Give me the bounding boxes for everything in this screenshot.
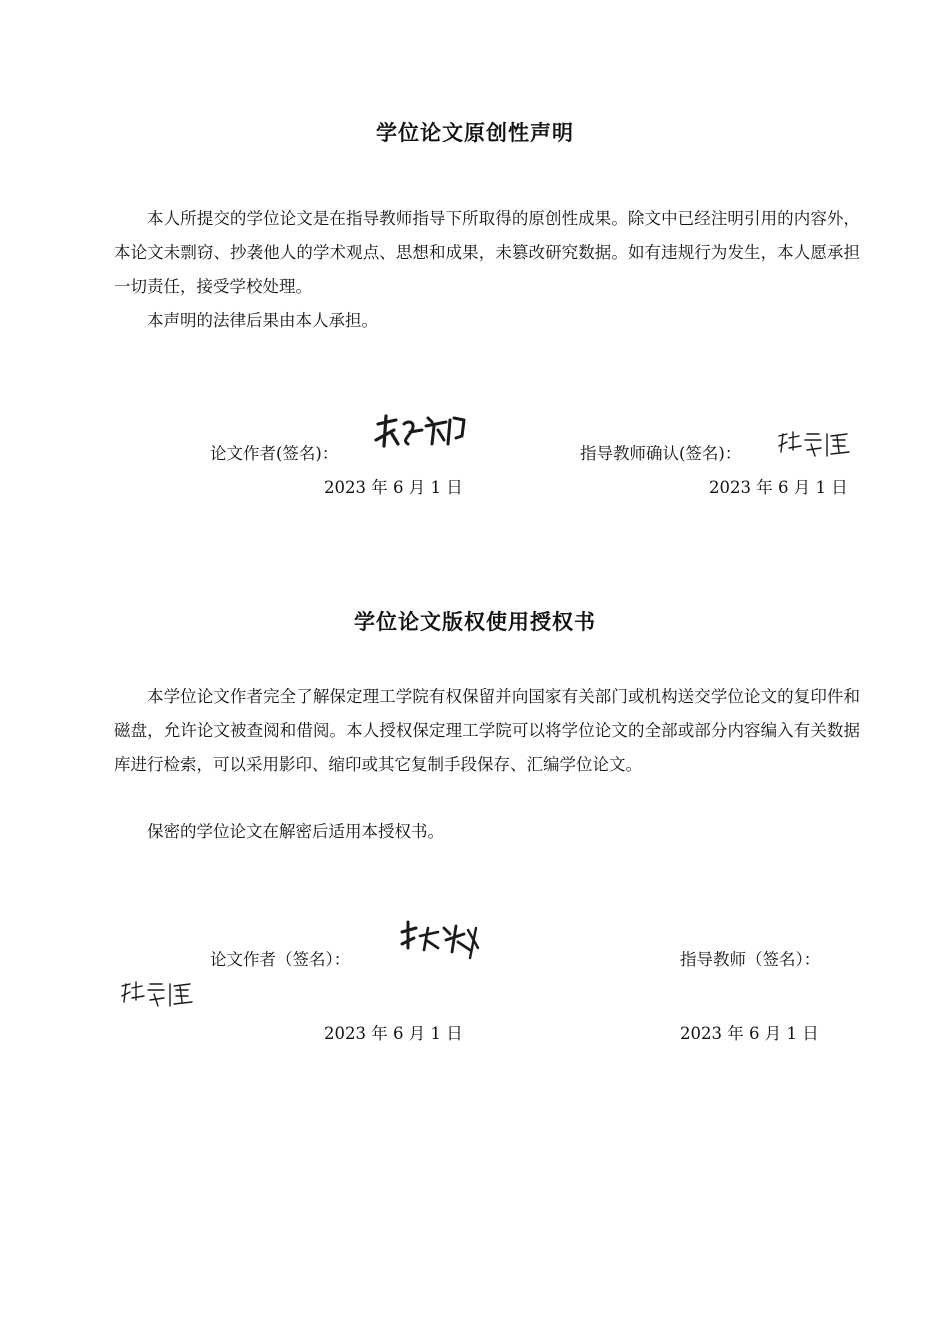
originality-author-date: 2023 年 6 月 1 日 (324, 478, 463, 497)
originality-advisor-date: 2023 年 6 月 1 日 (709, 478, 848, 497)
authorization-title: 学位论文版权使用授权书 (354, 610, 596, 634)
author-signature-2 (398, 918, 484, 964)
authorization-advisor-label: 指导教师（签名）： (680, 950, 821, 969)
authorization-advisor-date: 2023 年 6 月 1 日 (680, 1024, 819, 1043)
advisor-signature-2 (118, 978, 200, 1012)
author-signature-1 (372, 410, 468, 454)
authorization-author-date: 2023 年 6 月 1 日 (324, 1024, 463, 1043)
authorization-paragraph-2: 保密的学位论文在解密后适用本授权书。 (147, 822, 444, 841)
authorization-paragraph-1: 本学位论文作者完全了解保定理工学院有权保留并向国家有关部门或机构送交学位论文的复印件和磁盘，允许论文被查阅和借阅。本人授权保定理工学院可以将学位论文的全部或部分内容编入有关数据库进行检索，可以采用影印、缩印或其它复制手段保存、汇编学位论文。 (114, 687, 860, 774)
originality-paragraph-2: 本声明的法律后果由本人承担。 (147, 311, 378, 330)
originality-author-label: 论文作者(签名)： (210, 444, 339, 463)
originality-title: 学位论文原创性声明 (376, 121, 574, 145)
originality-advisor-label: 指导教师确认(签名)： (580, 444, 742, 463)
authorization-author-label: 论文作者（签名）： (210, 950, 351, 969)
originality-paragraph-1: 本人所提交的学位论文是在指导教师指导下所取得的原创性成果。除文中已经注明引用的内容外，本论文未剽窃、抄袭他人的学术观点、思想和成果，未篡改研究数据。如有违规行为发生，本人愿承担一切责任，接受学校处理。 (114, 209, 860, 296)
advisor-signature-1 (775, 428, 857, 462)
